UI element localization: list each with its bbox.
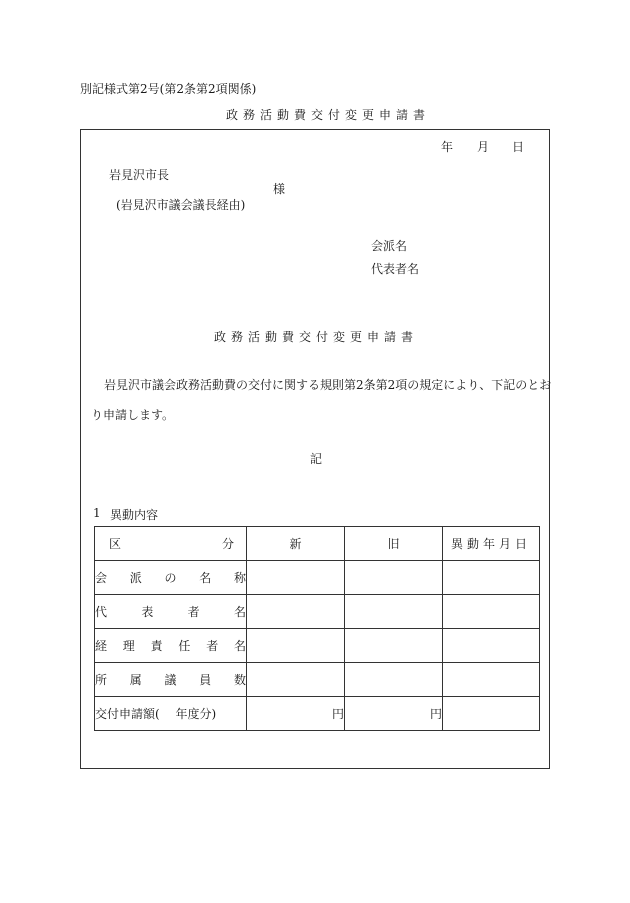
cell-date-input[interactable] — [443, 595, 540, 629]
row-label-faction-name: 会派の名称 — [95, 561, 247, 595]
faction-name-label: 会派名 — [371, 239, 408, 253]
cell-date-input[interactable] — [443, 697, 540, 731]
addressee-honorific: 様 — [273, 182, 286, 196]
section-number: 1 — [93, 506, 101, 520]
table-row — [95, 561, 540, 595]
addressee-mayor: 岩見沢市長 — [109, 168, 170, 182]
header-category — [95, 527, 247, 561]
body-text-line2: り申請します。 — [91, 408, 175, 422]
representative-label: 代表者名 — [371, 262, 420, 276]
form-number: 別記様式第2号(第2条第2項関係) — [80, 82, 257, 96]
header-old: 旧 — [345, 527, 443, 561]
cell-old-input[interactable] — [345, 629, 443, 663]
cell-new-input[interactable] — [247, 629, 345, 663]
table-row-amount — [95, 697, 540, 731]
cell-new-input[interactable] — [247, 561, 345, 595]
table-row — [95, 629, 540, 663]
cell-new-input[interactable] — [247, 663, 345, 697]
date-month: 月 — [477, 140, 490, 154]
change-details-table — [94, 526, 540, 731]
cell-new-input[interactable] — [247, 595, 345, 629]
cell-new-amount[interactable]: 円 — [247, 697, 345, 731]
row-label-member-count: 所属議員数 — [95, 663, 247, 697]
header-new: 新 — [247, 527, 345, 561]
row-label-representative: 代表者名 — [95, 595, 247, 629]
cell-old-input[interactable] — [345, 663, 443, 697]
table-row — [95, 595, 540, 629]
top-title: 政務活動費交付変更申請書 — [226, 108, 431, 122]
cell-old-input[interactable] — [345, 561, 443, 595]
addressee-via: (岩見沢市議会議長経由) — [116, 198, 246, 212]
section-title: 異動内容 — [110, 508, 159, 522]
date-year: 年 — [441, 140, 454, 154]
cell-old-input[interactable] — [345, 595, 443, 629]
header-category-left: 区 — [109, 537, 122, 551]
cell-date-input[interactable] — [443, 629, 540, 663]
date-day: 日 — [512, 140, 525, 154]
ki-note: 記 — [310, 452, 323, 466]
header-date: 異動年月日 — [443, 527, 540, 561]
cell-date-input[interactable] — [443, 663, 540, 697]
row-label-requested-amount: 交付申請額( 年度分) — [95, 697, 247, 731]
table-row — [95, 663, 540, 697]
body-text-line1: 岩見沢市議会政務活動費の交付に関する規則第2条第2項の規定により、下記のとお — [104, 378, 552, 392]
row-label-accounting-manager: 経理責任者名 — [95, 629, 247, 663]
cell-old-amount[interactable]: 円 — [345, 697, 443, 731]
table-header-row — [95, 527, 540, 561]
form-title: 政務活動費交付変更申請書 — [214, 330, 419, 344]
header-category-right: 分 — [221, 537, 234, 551]
cell-date-input[interactable] — [443, 561, 540, 595]
